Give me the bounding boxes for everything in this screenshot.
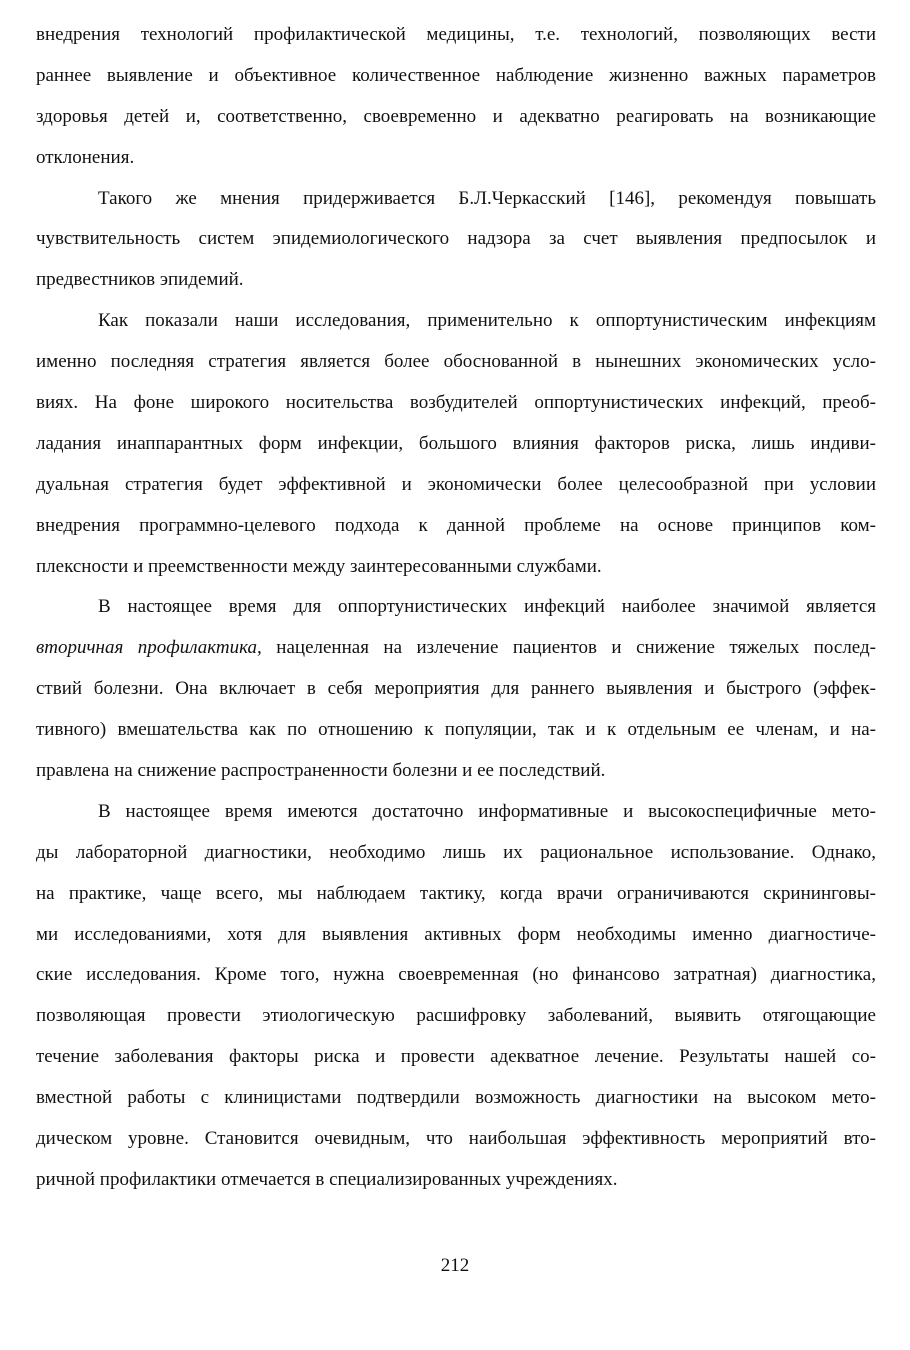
text-line: раннее выявление и объективное количественное наблюдение жизненно важных параметров [36, 64, 876, 86]
paragraph [36, 15, 876, 179]
text-line: на практике, чаще всего, мы наблюдаем тактику, когда врачи ограничиваются скрининговы- [36, 882, 876, 904]
text-line: В настоящее время имеются достаточно информативные и высокоспецифичные мето- [98, 800, 876, 822]
text-line: плексности и преемственности между заинтересованными службами. [36, 555, 602, 577]
text-line: В настоящее время для оппортунистических инфекций наиболее значимой является [98, 596, 876, 618]
text-line: позволяющая провести этиологическую расшифровку заболеваний, выявить отягощающие [36, 1005, 876, 1027]
paragraph [36, 587, 876, 791]
text-line: предвестников эпидемий. [36, 269, 244, 291]
text-run: нацеленная на излечение пациентов и снижение тяжелых послед- [261, 637, 876, 659]
text-line: внедрения программно-целевого подхода к данной проблеме на основе принципов ком- [36, 514, 876, 536]
text-line: ды лабораторной диагностики, необходимо лишь их рациональное использование. Однако, [36, 841, 876, 863]
text-line: дуальная стратегия будет эффективной и экономически более целесообразной при условии [36, 473, 876, 495]
text-line [36, 628, 876, 669]
text-line: тивного) вмешательства как по отношению к популяции, так и к отдельным ее членам, и на- [36, 719, 876, 741]
text-line: внедрения технологий профилактической медицины, т.е. технологий, позволяющих вести [36, 24, 876, 45]
text-line: вместной работы с клиницистами подтвердили возможность диагностики на высоком мето- [36, 1087, 876, 1109]
body-text [36, 15, 876, 1201]
text-line: именно последняя стратегия является более обоснованной в нынешних экономических усло- [36, 351, 876, 373]
text-line: правлена на снижение распространенности болезни и ее последствий. [36, 760, 606, 782]
text-line: дическом уровне. Становится очевидным, что наибольшая эффективность мероприятий вто- [36, 1128, 876, 1150]
text-line: виях. На фоне широкого носительства возбудителей оппортунистических инфекций, преоб- [36, 392, 876, 414]
text-line: отклонения. [36, 146, 135, 168]
text-line: чувствительность систем эпидемиологического надзора за счет выявления предпосылок и [36, 228, 876, 250]
page-number: 212 [440, 1255, 470, 1276]
paragraph [36, 179, 876, 302]
emphasized-term: вторичная профилактика, [36, 637, 262, 659]
text-line: Такого же мнения придерживается Б.Л.Черкасский [146], рекомендуя повышать [98, 187, 876, 209]
paragraph [36, 792, 876, 1201]
text-line: ладания инаппарантных форм инфекции, большого влияния факторов риска, лишь индиви- [36, 432, 876, 454]
text-line: ми исследованиями, хотя для выявления активных форм необходимы именно диагностиче- [36, 923, 876, 945]
text-line: ские исследования. Кроме того, нужна своевременная (но финансово затратная) диагностика, [36, 964, 876, 986]
paragraph [36, 301, 876, 587]
text-line: ричной профилактики отмечается в специализированных учреждениях. [36, 1168, 618, 1190]
text-line: здоровья детей и, соответственно, своевременно и адекватно реагировать на возникающие [36, 105, 876, 127]
text-line: ствий болезни. Она включает в себя мероприятия для раннего выявления и быстрого (эффек- [36, 678, 876, 700]
text-line: течение заболевания факторы риска и провести адекватное лечение. Результаты нашей со- [36, 1046, 876, 1068]
text-line: Как показали наши исследования, применительно к оппортунистическим инфекциям [98, 310, 876, 332]
